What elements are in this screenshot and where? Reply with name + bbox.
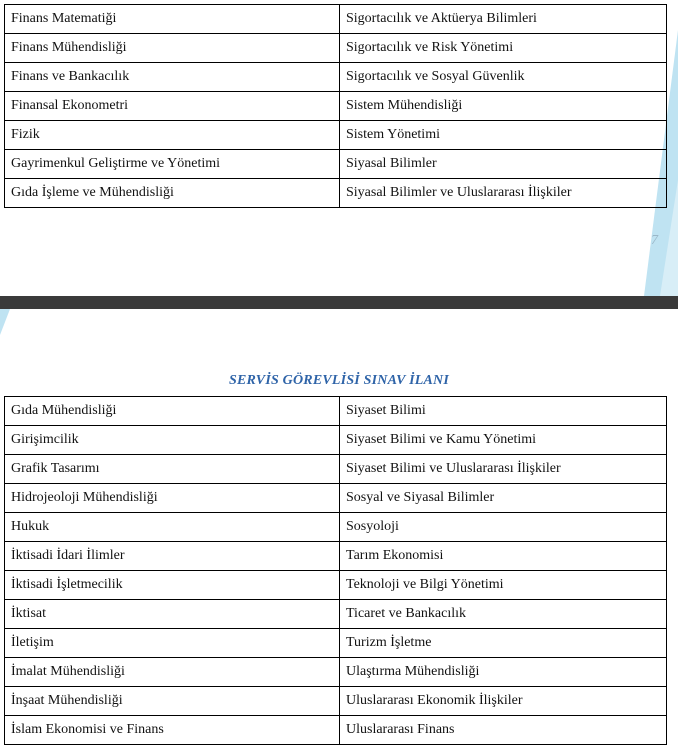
table-row bbox=[5, 63, 667, 92]
department-cell-left: İktisadi İdari İlimler bbox=[5, 542, 340, 571]
department-cell-right: Tarım Ekonomisi bbox=[340, 542, 667, 571]
department-table-page-7 bbox=[4, 4, 667, 208]
department-cell-right: Sigortacılık ve Risk Yönetimi bbox=[340, 34, 667, 63]
table-row bbox=[5, 121, 667, 150]
table-row bbox=[5, 397, 667, 426]
department-cell-right: Sistem Mühendisliği bbox=[340, 92, 667, 121]
department-cell-left: İktisat bbox=[5, 600, 340, 629]
department-cell-left: Fizik bbox=[5, 121, 340, 150]
department-cell-left: Grafik Tasarımı bbox=[5, 455, 340, 484]
department-cell-right: Sigortacılık ve Sosyal Güvenlik bbox=[340, 63, 667, 92]
department-cell-left: Girişimcilik bbox=[5, 426, 340, 455]
department-cell-right: Turizm İşletme bbox=[340, 629, 667, 658]
section-title: SERVİS GÖREVLİSİ SINAV İLANI bbox=[229, 373, 449, 388]
department-cell-left: Gıda İşleme ve Mühendisliği bbox=[5, 179, 340, 208]
department-cell-left: Hukuk bbox=[5, 513, 340, 542]
department-table-page-8 bbox=[4, 396, 667, 745]
document-page-8 bbox=[0, 309, 678, 750]
table-row bbox=[5, 600, 667, 629]
department-cell-left: İktisadi İşletmecilik bbox=[5, 571, 340, 600]
department-cell-right: Teknoloji ve Bilgi Yönetimi bbox=[340, 571, 667, 600]
page-separator bbox=[0, 296, 678, 309]
table-row bbox=[5, 455, 667, 484]
department-cell-left: Finans Mühendisliği bbox=[5, 34, 340, 63]
table-row bbox=[5, 34, 667, 63]
department-cell-left: Hidrojeoloji Mühendisliği bbox=[5, 484, 340, 513]
table-row bbox=[5, 658, 667, 687]
department-cell-right: Ticaret ve Bankacılık bbox=[340, 600, 667, 629]
department-cell-left: Finans ve Bankacılık bbox=[5, 63, 340, 92]
table-row bbox=[5, 687, 667, 716]
table-row bbox=[5, 542, 667, 571]
department-cell-right: Siyaset Bilimi bbox=[340, 397, 667, 426]
department-cell-right: Sosyoloji bbox=[340, 513, 667, 542]
page-number: 7 bbox=[651, 233, 658, 248]
department-cell-left: Gayrimenkul Geliştirme ve Yönetimi bbox=[5, 150, 340, 179]
department-cell-right: Siyaset Bilimi ve Kamu Yönetimi bbox=[340, 426, 667, 455]
department-cell-right: Sistem Yönetimi bbox=[340, 121, 667, 150]
department-cell-left: İmalat Mühendisliği bbox=[5, 658, 340, 687]
department-cell-left: Finans Matematiği bbox=[5, 5, 340, 34]
table-row bbox=[5, 629, 667, 658]
table-row bbox=[5, 716, 667, 745]
table-row bbox=[5, 484, 667, 513]
department-cell-right: Sosyal ve Siyasal Bilimler bbox=[340, 484, 667, 513]
department-cell-left: Gıda Mühendisliği bbox=[5, 397, 340, 426]
page-corner-decoration-top bbox=[0, 309, 20, 339]
department-cell-right: Siyasal Bilimler bbox=[340, 150, 667, 179]
department-cell-left: İletişim bbox=[5, 629, 340, 658]
document-page-7 bbox=[0, 0, 678, 296]
department-cell-left: Finansal Ekonometri bbox=[5, 92, 340, 121]
department-cell-right: Sigortacılık ve Aktüerya Bilimleri bbox=[340, 5, 667, 34]
department-cell-left: İslam Ekonomisi ve Finans bbox=[5, 716, 340, 745]
table-row bbox=[5, 571, 667, 600]
table-row bbox=[5, 5, 667, 34]
department-cell-right: Uluslararası Finans bbox=[340, 716, 667, 745]
department-cell-right: Siyasal Bilimler ve Uluslararası İlişkiler bbox=[340, 179, 667, 208]
department-cell-right: Siyaset Bilimi ve Uluslararası İlişkiler bbox=[340, 455, 667, 484]
department-cell-right: Uluslararası Ekonomik İlişkiler bbox=[340, 687, 667, 716]
table-row bbox=[5, 179, 667, 208]
table-row bbox=[5, 150, 667, 179]
table-row bbox=[5, 513, 667, 542]
department-cell-left: İnşaat Mühendisliği bbox=[5, 687, 340, 716]
department-cell-right: Ulaştırma Mühendisliği bbox=[340, 658, 667, 687]
table-row bbox=[5, 92, 667, 121]
table-row bbox=[5, 426, 667, 455]
